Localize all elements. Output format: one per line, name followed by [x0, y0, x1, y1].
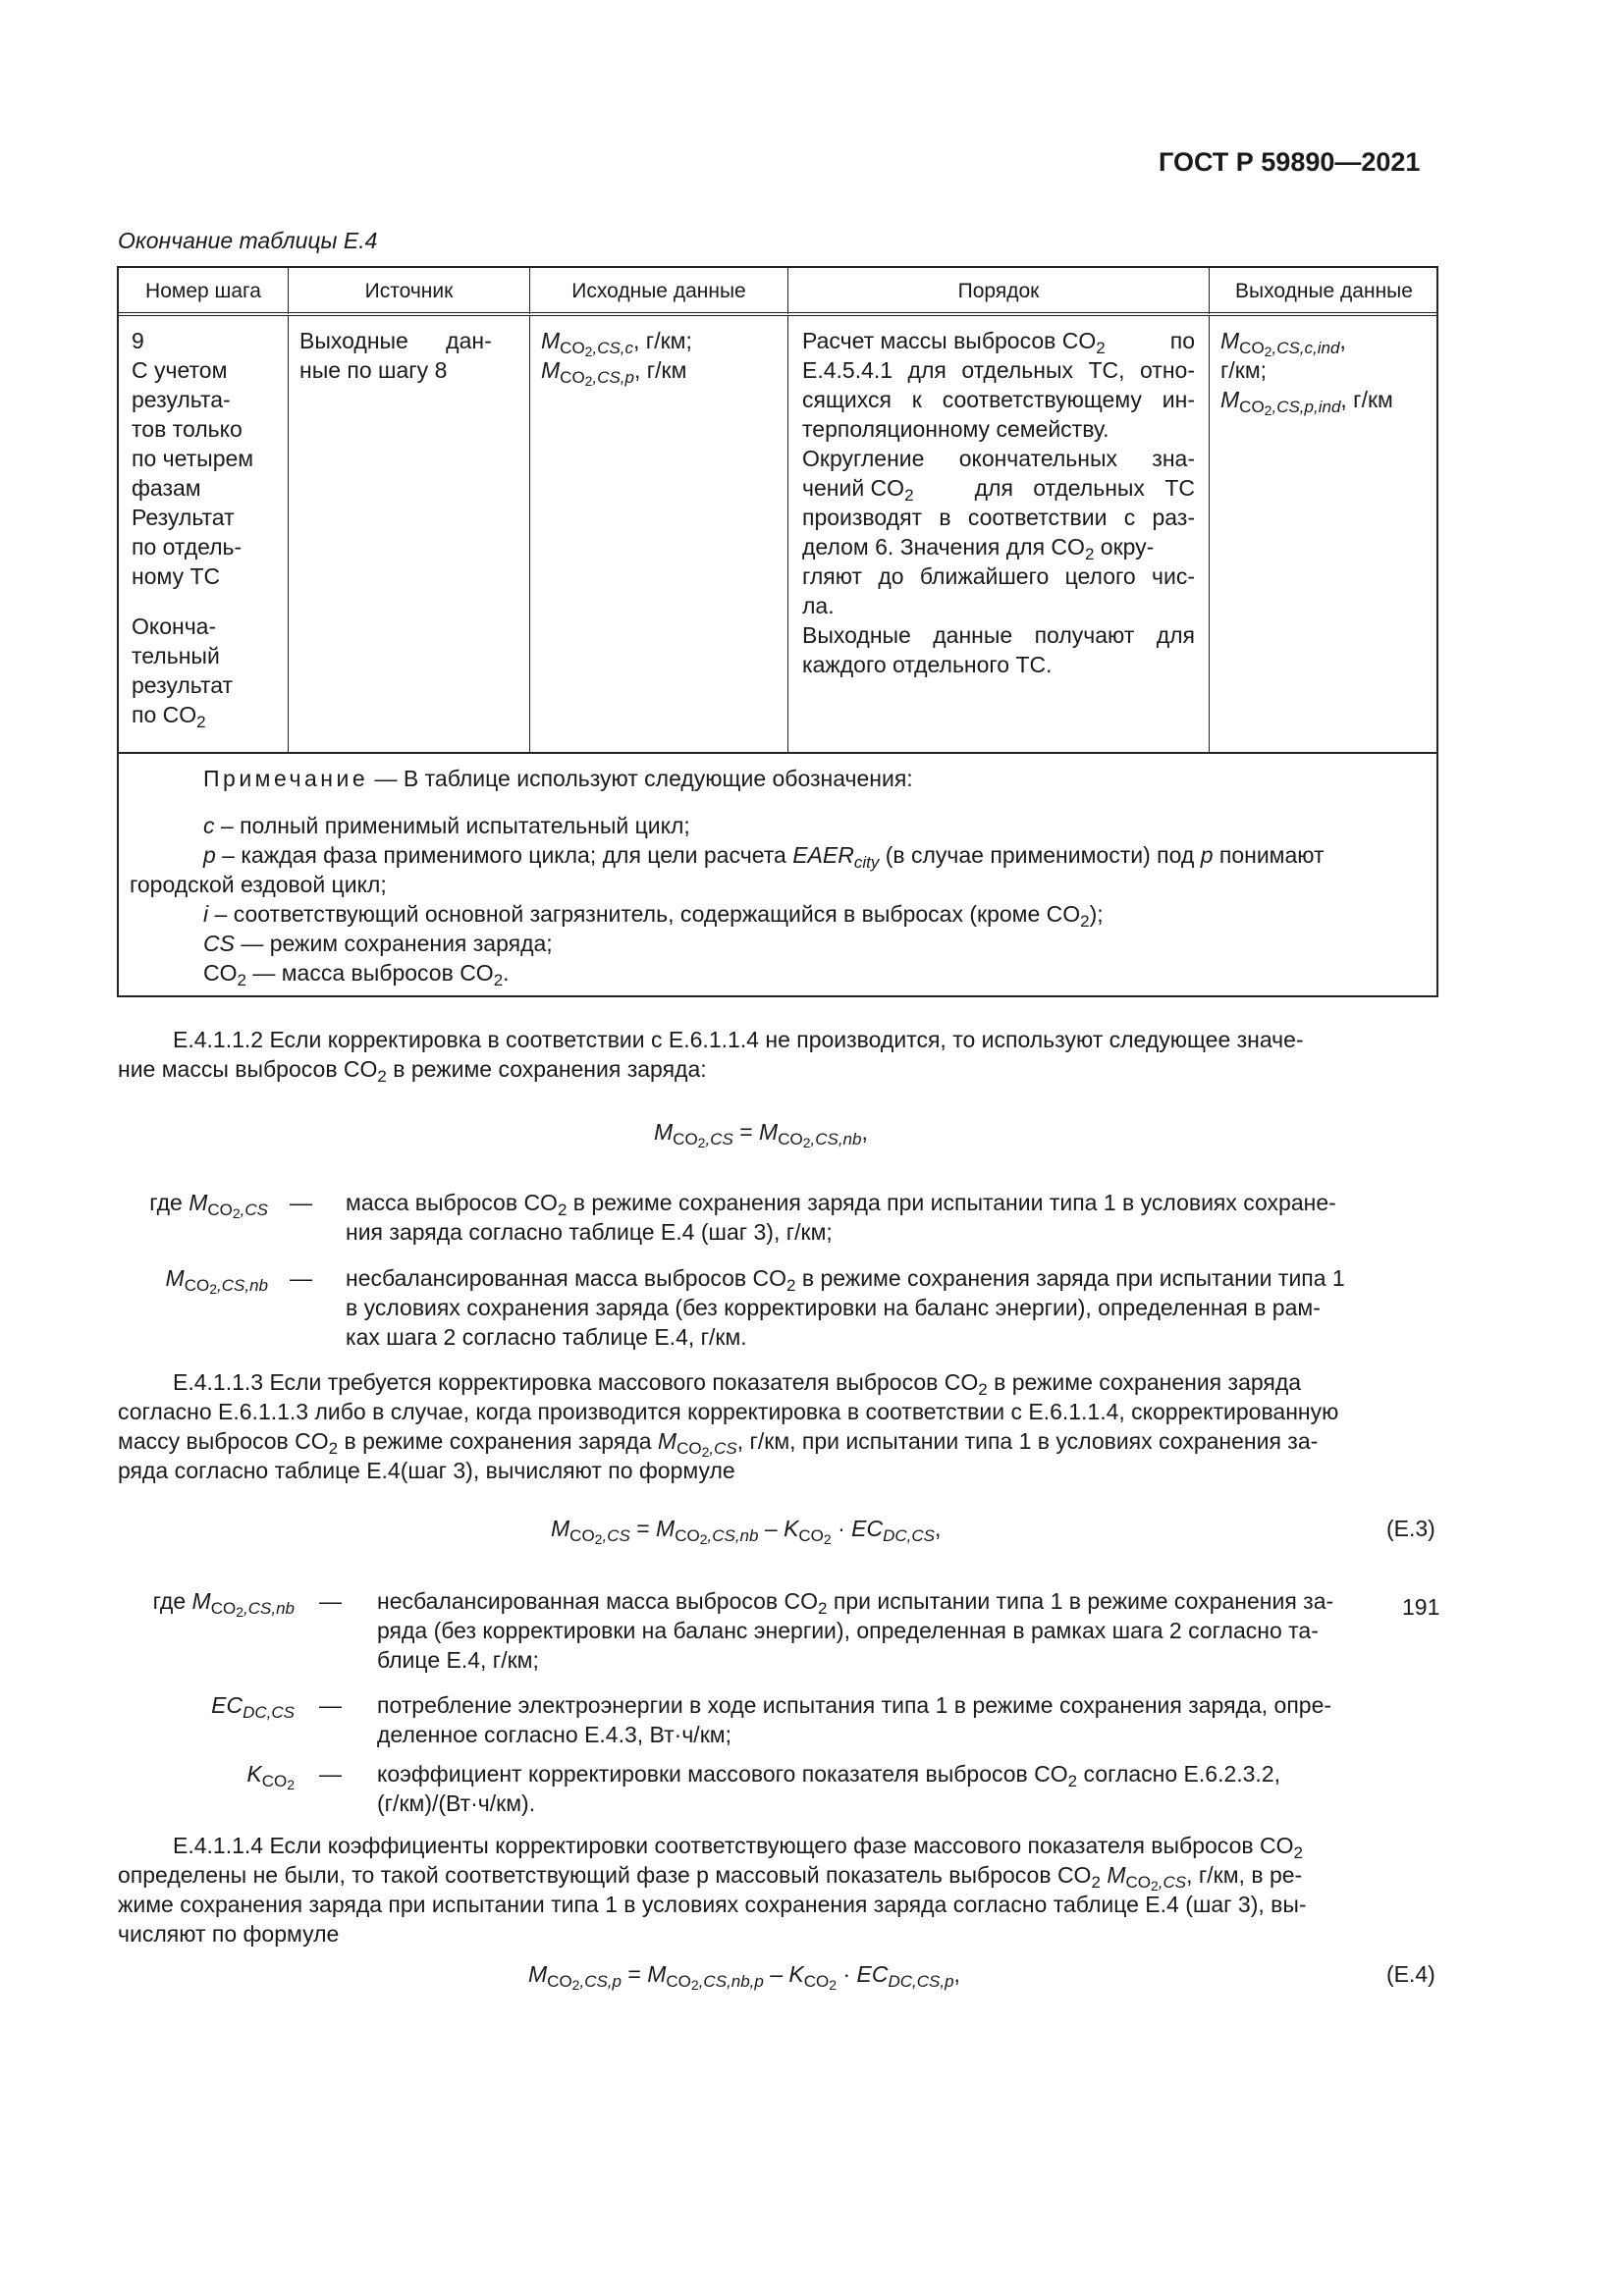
def-term-mco2-cs-nb: $M_{CO_2,CS,nb}$: [165, 1265, 268, 1297]
table-caption: Окончание таблицы Е.4: [118, 228, 378, 253]
paragraph-e4114: Е.4.1.1.4 Если коэффициенты корректировки соответствующего фазе массового показателя выбросов $CO_2$ определены не были, то такой соответствующий фазе р массовый показатель выбросов $CO_2$ $M_{CO_2,CS}$, г/км, в ре- жиме сохранения заряда при испытании типа 1 в условиях сохранения заряда согласно таблице Е.4 (шаг 3), вы- числяют по формуле: [118, 1833, 1307, 1947]
col-header-step: Номер шага: [119, 268, 289, 314]
dash: —: [319, 1761, 342, 1787]
paragraph-e4112: Е.4.1.1.2 Если корректировка в соответствии с Е.6.1.1.4 не производится, то используют следующее значе- ние массы выбросов $CO_2$ в режиме сохранения заряда:: [118, 1027, 1304, 1086]
column-divider: [529, 316, 530, 752]
note-p: p – каждая фаза применимого цикла; для цели расчета $EAER_{city}$ (в случае применимости) под p понимают: [203, 842, 1325, 872]
def-kco2: коэффициент корректировки массового показателя выбросов $CO_2$ согласно Е.6.2.3.2, (г/км)/(Вт·ч/км).: [377, 1761, 1281, 1816]
col-header-output: Выходные данные: [1235, 279, 1413, 302]
def-term-ec-dc-cs: $EC_{DC,CS}$: [211, 1692, 295, 1722]
equation-number-e4: (Е.4): [1386, 1961, 1435, 1987]
formula-e3: $M_{CO_2,CS} = M_{CO_2,CS,nb} - K_{CO_2} \cdot EC_{DC,CS}$,: [551, 1516, 942, 1547]
note-i: i – соответствующий основной загрязнитель, содержащийся в выбросах (кроме $CO_2$);: [203, 901, 1104, 931]
cell-step: 9 С учетом результа- тов только по четырем фазам Результат по отдель- ному ТС Оконча- тельный результат по $CO_2$: [132, 328, 254, 731]
dash: —: [319, 1588, 342, 1614]
def-mco2-cs-nb-2: несбалансированная масса выбросов $CO_2$ при испытании типа 1 в режиме сохранения за- ряда (без корректировки на баланс энергии), определенная в рамках шага 2 согласно та- блице Е.4, г/км;: [377, 1588, 1334, 1673]
dash: —: [319, 1692, 342, 1718]
paragraph-e4113: Е.4.1.1.3 Если требуется корректировка массового показателя выбросов $CO_2$ в режиме сохранения заряда согласно Е.6.1.1.3 либо в случае, когда производится корректировка в соответствии с Е.6.1.1.4, скорректированную массу выбросов $CO_2$ в режиме сохранения заряда $M_{CO_2,CS}$, г/км, при испытании типа 1 в условиях сохранения за- ряда согласно таблице Е.4(шаг 3), вычисляют по формуле: [118, 1369, 1339, 1483]
dash: —: [290, 1265, 312, 1291]
col-header-procedure: Порядок: [788, 268, 1210, 314]
document-code: ГОСТ Р 59890—2021: [1159, 147, 1421, 177]
note-c: c – полный применимый испытательный цикл;: [203, 813, 690, 838]
def-ec-dc-cs: потребление электроэнергии в ходе испытания типа 1 в режиме сохранения заряда, опре- деленное согласно Е.4.3, Вт·ч/км;: [377, 1692, 1332, 1747]
cell-input: $M_{CO_2,CS,c}$, г/км; $M_{CO_2,CS,p}$, г/км: [541, 328, 692, 389]
dash: —: [290, 1190, 312, 1215]
note-divider: [119, 752, 1436, 754]
def-term-mco2-cs: где $M_{CO_2,CS}$: [149, 1190, 268, 1221]
note-co2: $CO_2$ — масса выбросов $CO_2$.: [203, 960, 510, 989]
column-divider: [288, 316, 289, 752]
page-number: 191: [1402, 1594, 1440, 1620]
note-p-cont: городской ездовой цикл;: [130, 872, 387, 897]
def-mco2-cs: масса выбросов $CO_2$ в режиме сохранения заряда при испытании типа 1 в условиях сохране- ния заряда согласно таблице Е.4 (шаг 3), г/км;: [346, 1190, 1336, 1245]
formula-e4: $M_{CO_2,CS,p} = M_{CO_2,CS,nb,p} - K_{CO_2} \cdot EC_{DC,CS,p}$,: [528, 1961, 960, 1993]
def-term-mco2-cs-nb-2: где $M_{CO_2,CS,nb}$: [152, 1588, 295, 1620]
column-divider: [1209, 316, 1210, 752]
formula-mco2-cs: $M_{CO_2,CS} = M_{CO_2,CS,nb}$,: [654, 1119, 868, 1150]
note-cs: CS — режим сохранения заряда;: [203, 931, 553, 956]
cell-procedure: Расчет массы выбросов CO $_2$ по Е.4.5.4.1 для отдельных ТС, отно- сящихся к соответствующему ин- терполяционному семейству. Округление окончательных зна- чений $CO_2$ для отдельных ТС производят в соответствии с раз- делом 6. Значения для $CO_2$ окру- гляют до ближайшего целого чис- ла. Выходные данные получают для каждого отдельного ТС.: [802, 328, 1195, 677]
cell-output: $M_{CO_2,CS,c,ind}$, г/км; $M_{CO_2,CS,p,ind}$, г/км: [1220, 328, 1393, 418]
def-term-kco2: $K_{CO_2}$: [246, 1761, 295, 1792]
col-header-input: Исходные данные: [530, 268, 788, 314]
table-note-intro: Примечание — В таблице используют следующие обозначения:: [203, 766, 913, 791]
header-divider: [119, 312, 1436, 316]
col-header-source: Источник: [289, 268, 530, 314]
equation-number-e3: (Е.3): [1386, 1516, 1435, 1541]
cell-source: Выходные дан- ные по шагу 8: [299, 328, 492, 383]
def-mco2-cs-nb: несбалансированная масса выбросов $CO_2$ в режиме сохранения заряда при испытании типа 1 в условиях сохранения заряда (без корректировки на баланс энергии), определенная в рам- ках шага 2 согласно таблице Е.4, г/км.: [346, 1265, 1345, 1350]
spec-table: [117, 266, 1438, 997]
column-divider: [787, 316, 788, 752]
